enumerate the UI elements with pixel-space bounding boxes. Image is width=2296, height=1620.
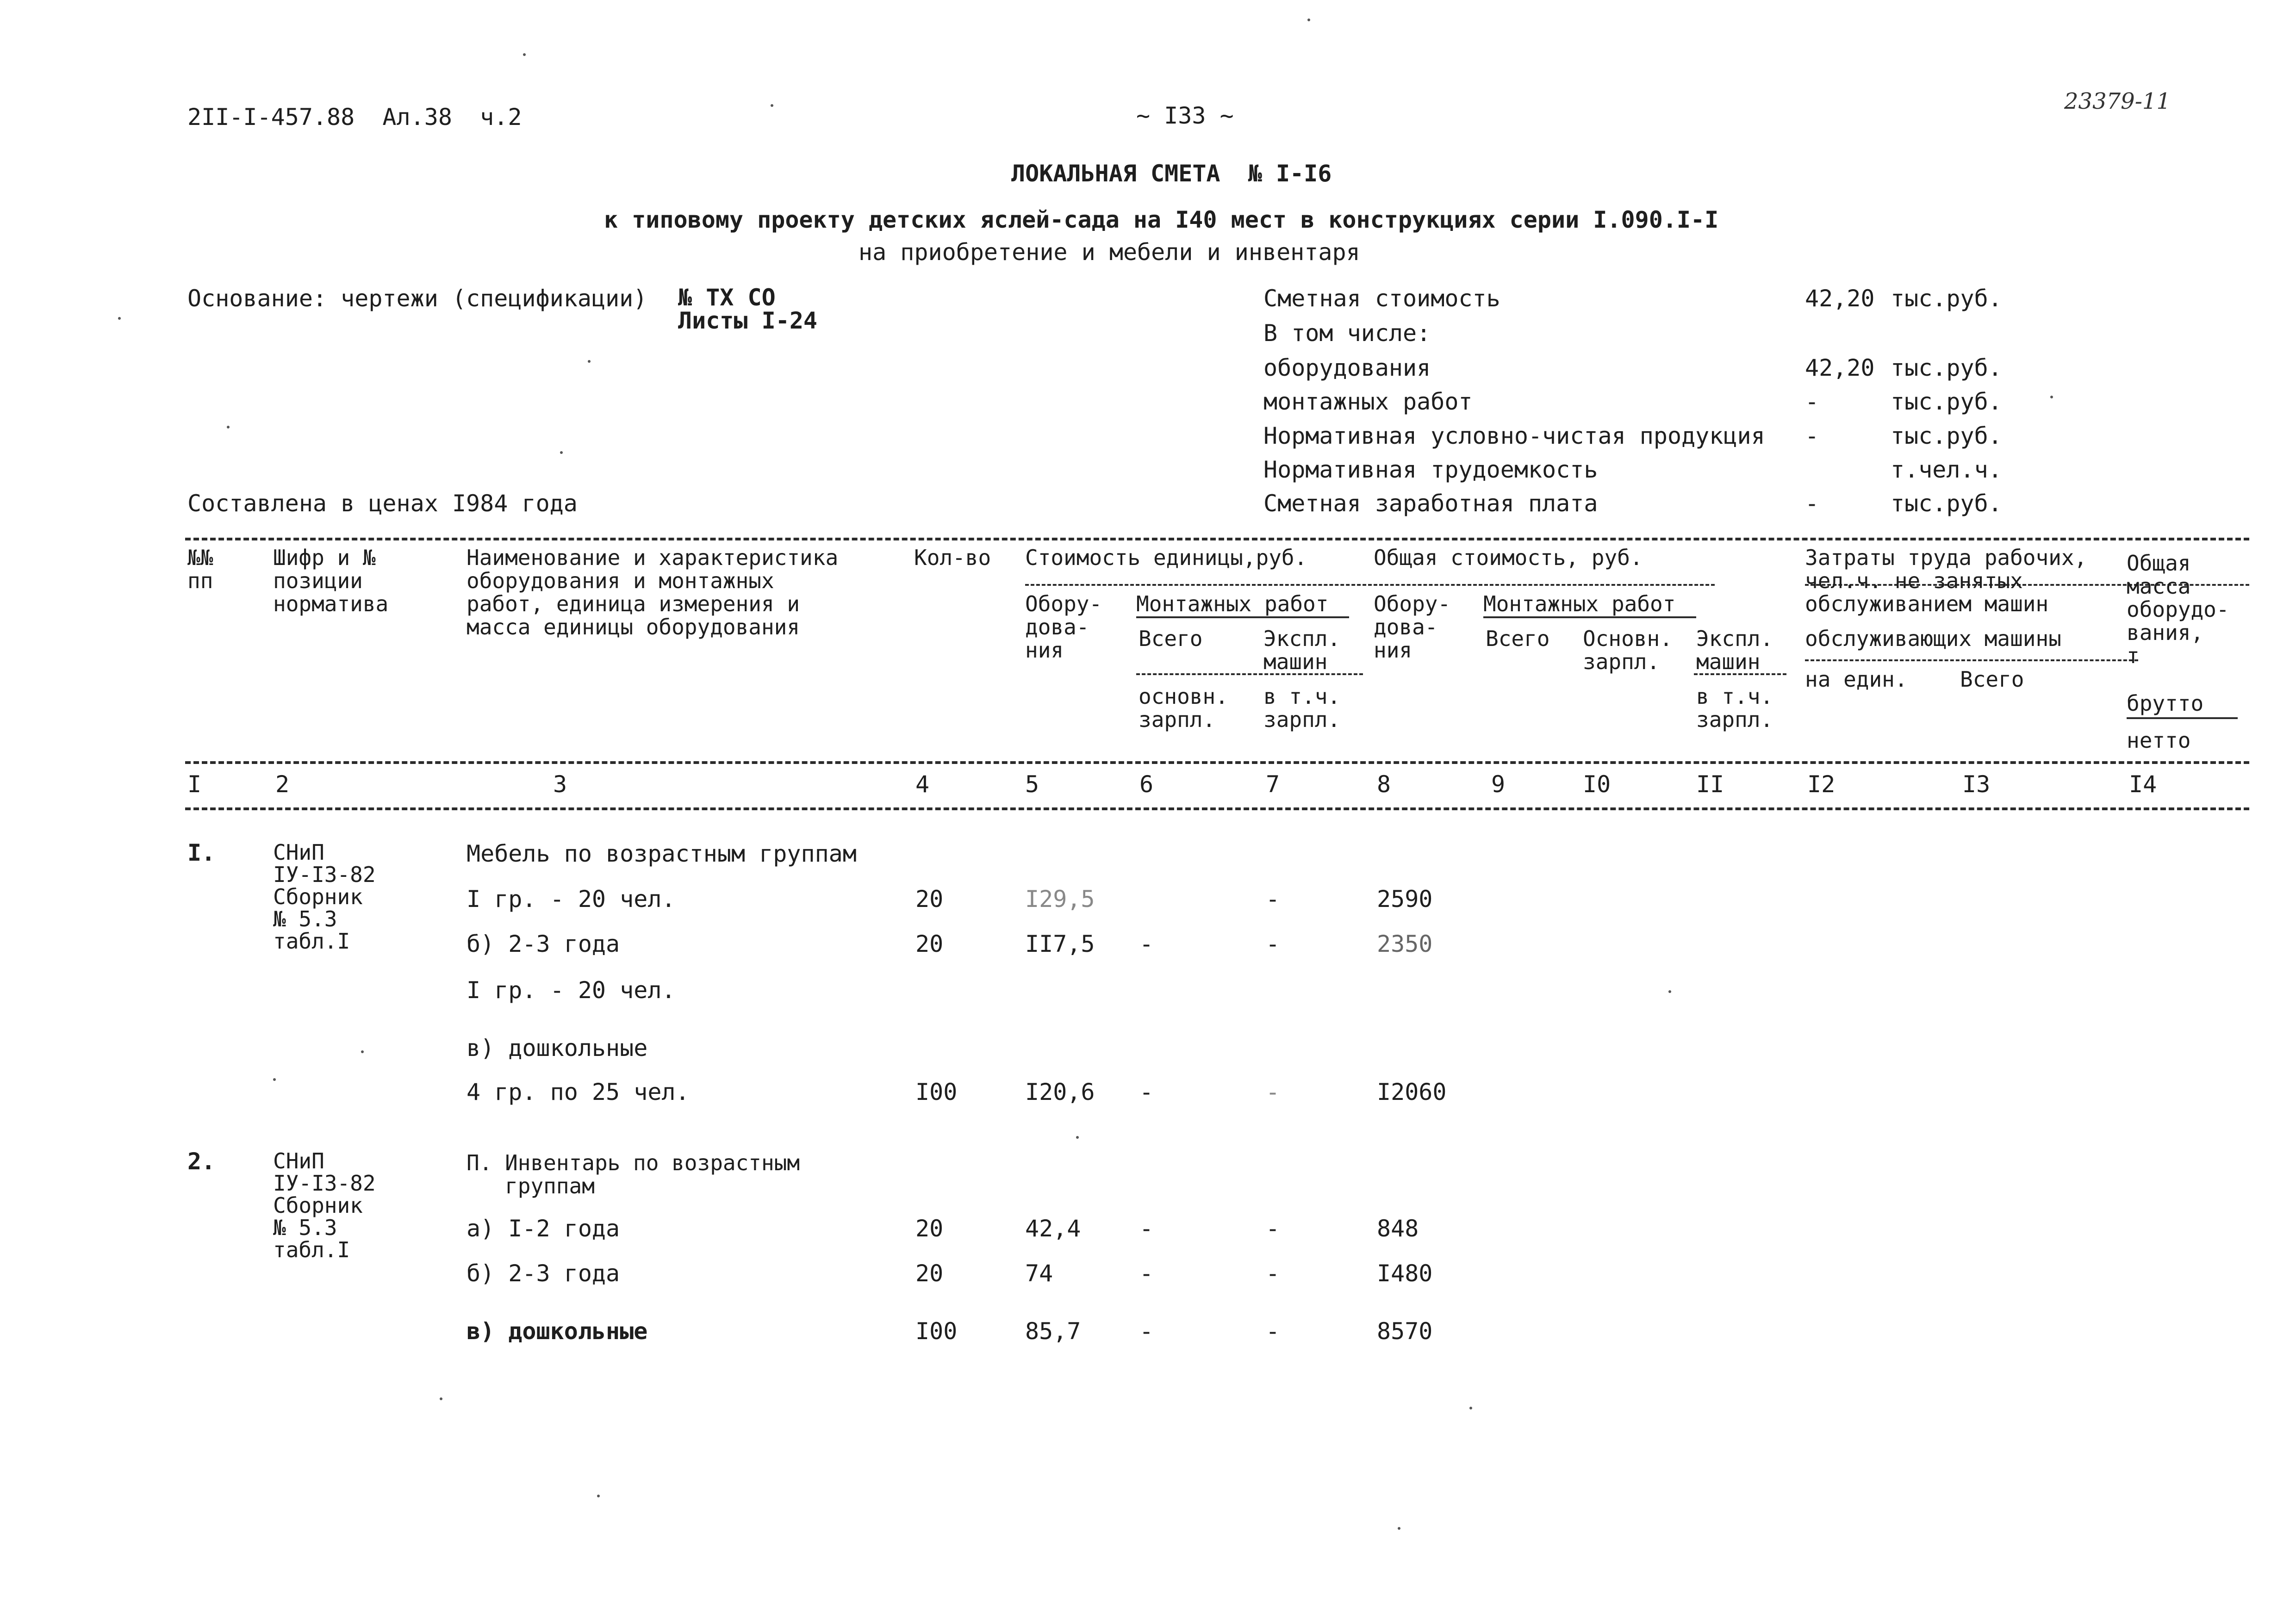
row-total: 2590 [1377,886,1433,912]
norm-code: СНиП IУ-I3-82 Сборник № 5.3 табл.I [273,1148,376,1262]
row-number: I. [187,839,216,866]
column-number: 7 [1266,771,1280,798]
cost-unit: тыс.руб. [1891,490,2002,517]
cost-value: 42,20 [1805,354,1875,381]
row-install-cost: - [1139,1079,1154,1105]
scan-speck [1668,990,1671,993]
handwritten-number: 23379-11 [2064,88,2171,114]
column-number: 9 [1491,771,1506,798]
scan-speck [1398,1527,1400,1530]
row-install-cost: - [1139,1215,1154,1242]
row-install-cost: - [1139,1318,1154,1345]
row-quantity: 20 [915,886,944,912]
table-rule-install-unit [1136,673,1363,675]
cost-value: - [1805,422,1819,449]
column-number: I2 [1807,771,1836,798]
row-unit-price: 74 [1025,1260,1053,1287]
scan-speck [560,451,563,454]
cost-unit: т.чел.ч. [1891,456,2002,483]
row-quantity: 20 [915,1215,944,1242]
row-total: 2350 [1377,931,1433,957]
cost-value: 42,20 [1805,285,1875,312]
cost-value: - [1805,388,1819,415]
table-rule-numbers-bottom [185,807,2249,810]
row-machine-cost: - [1266,1215,1280,1242]
row-total: 8570 [1377,1318,1433,1345]
cost-unit: тыс.руб. [1891,388,2002,415]
install-total-underline [1483,616,1696,618]
table-rule-unit-cost [1025,584,1715,586]
table-rule-top [185,538,2249,540]
cost-unit: тыс.руб. [1891,285,2002,312]
col-header-machine-unit: Экспл. машин [1263,626,1341,674]
column-number: II [1696,771,1724,798]
col-header-total-cost: Общая стоимость, руб. [1374,545,1643,570]
column-number: 5 [1025,771,1039,798]
table-rule-labor-sub [1805,659,2138,661]
row-quantity: I00 [915,1079,958,1105]
page-number: ~ I33 ~ [1136,102,1234,129]
basis-ref-2: Листы I-24 [678,307,818,334]
scan-speck [361,1050,364,1053]
col-header-labor: Затраты труда рабочих, чел.ч. не занятых обслуживанием машин [1805,545,2087,616]
scan-speck [273,1078,276,1081]
scan-speck [1469,1407,1472,1409]
col-header-incl-wage-total: в т.ч. зарпл. [1696,684,1773,732]
col-header-install-total: Монтажных работ [1483,591,1676,616]
document-subtitle-2: на приобретение и мебели и инвентаря [859,239,1360,266]
cost-label: монтажных работ [1263,388,1473,415]
cost-label: Сметная заработная плата [1263,490,1598,517]
cost-label: Сметная стоимость [1263,285,1500,312]
scan-speck [1076,1136,1079,1139]
col-header-equip-unit: Обору- дова- ния [1025,591,1102,663]
cost-label: Нормативная трудоемкость [1263,456,1598,483]
cost-unit: тыс.руб. [1891,422,2002,449]
row-total: I2060 [1377,1079,1447,1105]
col-header-total-total: Всего [1486,626,1550,651]
col-header-brutto: брутто [2127,691,2204,716]
document-title: ЛОКАЛЬНАЯ СМЕТА № I-I6 [1011,160,1332,187]
document-code: 2II-I-457.88 Ал.38 ч.2 [187,104,522,130]
cost-label: Нормативная условно-чистая продукция [1263,422,1765,449]
row-name: I гр. - 20 чел. [467,886,676,912]
row-machine-cost: - [1266,931,1280,957]
column-number: I3 [1962,771,1991,798]
row-name: б) 2-3 года [467,931,620,957]
cost-unit: тыс.руб. [1891,354,2002,381]
scan-speck [771,104,773,107]
col-header-basic-wage-total: Основн. зарпл. [1583,626,1673,674]
basis-label: Основание: чертежи (спецификации) [187,285,647,312]
row-number: 2. [187,1148,216,1175]
cost-label: В том числе: [1263,320,1431,347]
scan-speck [523,53,526,56]
col-header-machine-total: Экспл. машин [1696,626,1773,674]
row-name: I гр. - 20 чел. [467,977,676,1004]
col-header-mass: Общая масса оборудо- вания, т [2127,551,2229,668]
column-number: 3 [553,771,567,798]
scan-speck [2050,396,2053,398]
scan-speck [227,426,230,428]
column-number: 2 [275,771,290,798]
scan-speck [440,1397,442,1400]
row-total: I480 [1377,1260,1433,1287]
scan-speck [1307,19,1310,21]
col-header-unit-cost: Стоимость единицы,руб. [1025,545,1307,570]
row-machine-cost: - [1266,1260,1280,1287]
row-unit-price: 85,7 [1025,1318,1081,1345]
cost-value: - [1805,490,1819,517]
row-unit-price: 42,4 [1025,1215,1081,1242]
row-install-cost: - [1139,1260,1154,1287]
install-unit-underline [1136,616,1349,618]
row-unit-price: II7,5 [1025,931,1095,957]
col-header-install-unit: Монтажных работ [1136,591,1329,616]
row-name: а) I-2 года [467,1215,620,1242]
row-unit-price: I20,6 [1025,1079,1095,1105]
row-name: в) дошкольные [467,1035,648,1061]
col-header-labor-machines: обслуживающих машины [1805,626,2061,651]
column-number: I4 [2129,771,2157,798]
section-title: П. Инвентарь по возрастным группам [467,1150,800,1198]
row-machine-cost: - [1266,886,1280,912]
row-name: 4 гр. по 25 чел. [467,1079,690,1105]
row-name: б) 2-3 года [467,1260,620,1287]
brutto-underline [2127,717,2238,719]
cost-label: оборудования [1263,354,1431,381]
row-quantity: 20 [915,1260,944,1287]
row-machine-cost: - [1266,1079,1280,1105]
row-total: 848 [1377,1215,1419,1242]
col-header-quantity: Кол-во [914,545,991,570]
row-unit-price: I29,5 [1025,886,1095,912]
column-number: 8 [1377,771,1391,798]
row-name: в) дошкольные [467,1318,648,1345]
col-header-number: №№ пп [187,545,213,593]
document-subtitle-1: к типовому проекту детских яслей-сада на I40 мест в конструкциях серии I.090.I-I [604,206,1719,233]
col-header-equip-total: Обору- дова- ния [1374,591,1451,663]
row-install-cost: - [1139,931,1154,957]
col-header-name: Наименование и характеристика оборудования и монтажных работ, единица измерения и масса единицы оборудования [467,545,839,639]
col-header-code: Шифр и № позиции норматива [273,545,389,616]
norm-code: СНиП IУ-I3-82 Сборник № 5.3 табл.I [273,840,376,954]
col-header-total-unit: Всего [1139,626,1203,651]
col-header-incl-wage-unit: в т.ч. зарпл. [1263,684,1341,732]
column-number: I [187,771,202,798]
scan-speck [118,317,121,320]
basis-ref-1: № ТХ СО [678,284,776,311]
column-number: 6 [1139,771,1154,798]
row-machine-cost: - [1266,1318,1280,1345]
col-header-per-unit: на един. [1805,667,1908,692]
table-rule-header-bottom [185,761,2249,764]
section-title: Мебель по возрастным группам [467,840,857,867]
scan-speck [597,1495,600,1497]
col-header-netto: нетто [2127,728,2191,753]
column-number: 4 [915,771,930,798]
price-year: Составлена в ценах I984 года [187,490,578,517]
column-number: I0 [1583,771,1611,798]
col-header-basic-wage-unit: основн. зарпл. [1139,684,1228,732]
scan-speck [588,360,591,363]
col-header-labor-total: Всего [1960,667,2024,692]
row-quantity: 20 [915,931,944,957]
row-quantity: I00 [915,1318,958,1345]
